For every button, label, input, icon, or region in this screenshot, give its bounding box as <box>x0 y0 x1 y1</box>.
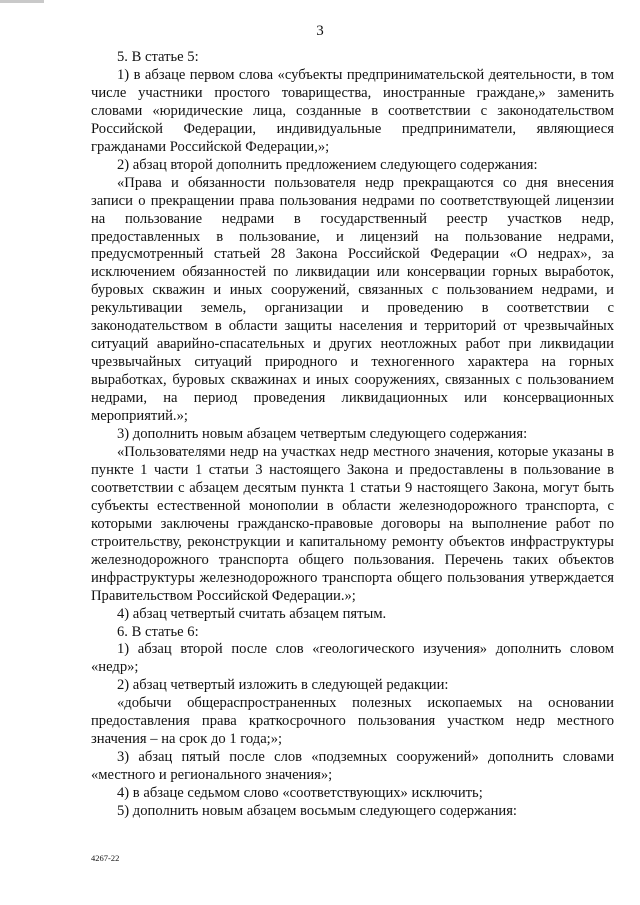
quoted-text-rights-obligations: «Права и обязанности пользователя недр прекращаются со дня внесения записи о прекращении права пользования недрами по соответствующей лицензии на пользование недрами в государственный реестр участков недр, предоставленных в пользование, и лицензий на пользование недрами, предусмотренный статьей 28 Закона Российской Федерации «О недрах», за исключением обязанностей по ликвидации или консервации горных выработок, буровых скважин и иных сооружений, связанных с пользованием недрами, и рекультивации земель, организации и проведению в соответствии с законодательством в области защиты населения и территорий от чрезвычайных ситуаций аварийно-спасательных и других неотложных работ при ликвидации чрезвычайных ситуаций природного и техногенного характера на горных выработках, буровых скважинах и иных сооружениях, связанных с пользованием недрами, на период проведения ликвидационных или консервационных мероприятий.»; <box>91 174 614 425</box>
amendment-item-4: 4) абзац четвертый считать абзацем пятым. <box>117 605 387 622</box>
article-6-item-3: 3) абзац пятый после слов «подземных сооружений» дополнить словами «местного и регионального значения»; <box>91 749 614 784</box>
document-code: 4267-22 <box>91 853 120 863</box>
scan-edge-mark <box>0 0 44 3</box>
page-number: 3 <box>316 23 324 39</box>
amendment-item-2: 2) абзац второй дополнить предложением следующего содержания: <box>117 156 538 173</box>
section-heading-article-6: 6. В статье 6: <box>117 623 199 640</box>
amendment-item-3: 3) дополнить новым абзацем четвертым следующего содержания: <box>117 426 528 443</box>
article-6-item-1: 1) абзац второй после слов «геологического изучения» дополнить словом «недр»; <box>91 641 614 676</box>
article-6-item-4: 4) в абзаце седьмом слово «соответствующих» исключить; <box>117 785 483 802</box>
amendment-item-1: 1) в абзаце первом слова «субъекты предпринимательской деятельности, в том числе участники простого товарищества, иностранные граждане,» заменить словами «юридические лица, созданные в соответствии с законодательством Российской Федерации, индивидуальные предприниматели, являющиеся гражданами Российской Федерации,»; <box>91 66 614 155</box>
article-6-item-2: 2) абзац четвертый изложить в следующей редакции: <box>117 677 449 694</box>
document-body <box>91 49 614 821</box>
quoted-text-subsoil-users: «Пользователями недр на участках недр местного значения, которые указаны в пункте 1 части 1 статьи 3 настоящего Закона и предоставлены в пользование в соответствии с абзацем десятым пункта 1 статьи 9 настоящего Закона, могут быть субъекты естественной монополии в области железнодорожного транспорта, с которыми заключены гражданско-правовые договоры на выполнение работ по строительству, реконструкции и капитальному ремонту объектов инфраструктуры железнодорожного транспорта общего пользования. Перечень таких объектов инфраструктуры железнодорожного транспорта общего пользования утверждается Правительством Российской Федерации.»; <box>91 443 614 604</box>
quoted-text-extraction: «добычи общераспространенных полезных ископаемых на основании предоставления права краткосрочного пользования участком недр местного значения – на срок до 1 года;»; <box>91 695 614 748</box>
section-heading-article-5: 5. В статье 5: <box>117 49 199 65</box>
article-6-item-5: 5) дополнить новым абзацем восьмым следующего содержания: <box>117 803 517 820</box>
